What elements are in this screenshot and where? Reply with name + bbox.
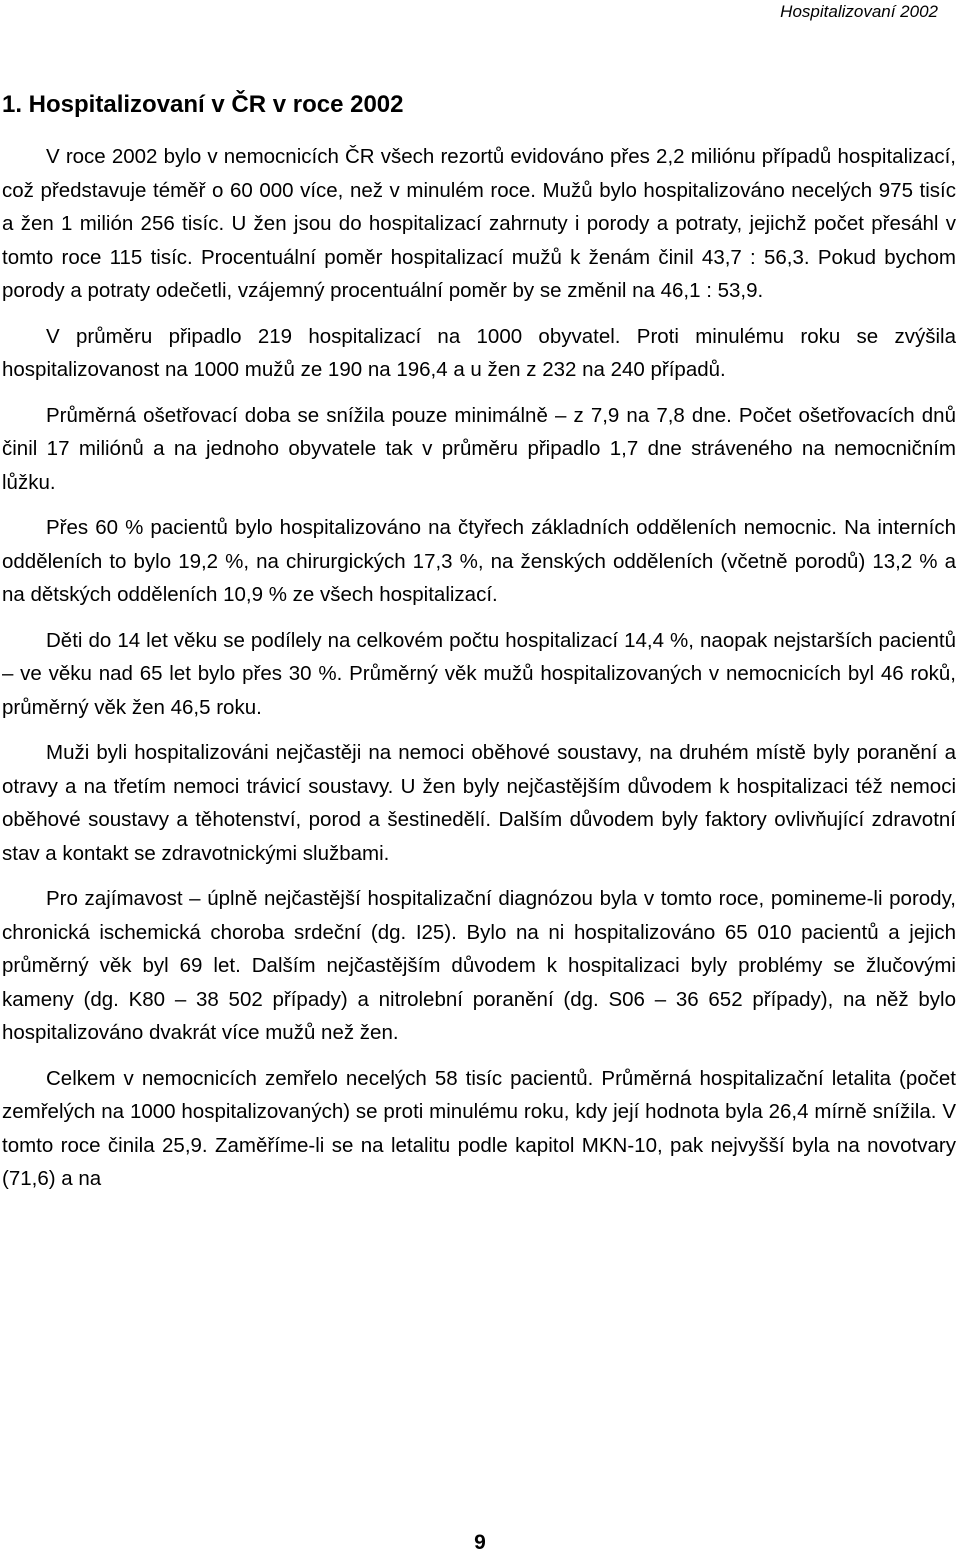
paragraph-treatment-duration: Průměrná ošetřovací doba se snížila pouze minimálně – z 7,9 na 7,8 dne. Počet ošetřovacích dnů činil 17 miliónů a na jednoho obyvatele tak v průměru připadlo 1,7 dne stráveného na nemocničním lůžku. [2, 403, 956, 494]
running-header: Hospitalizovaní 2002 [780, 2, 938, 21]
paragraph-hospitalization-rate: V průměru připadlo 219 hospitalizací na 1000 obyvatel. Proti minulému roku se zvýšila hospitalizovanost na 1000 mužů ze 190 na 196,4 a u žen z 232 na 240 případů. [2, 324, 956, 381]
paragraph-lethality: Celkem v nemocnicích zemřelo necelých 58 tisíc pacientů. Průměrná hospitalizační letalita (počet zemřelých na 1000 hospitalizovaných) se proti minulému roku, kdy její hodnota byla 26,4 mírně snížila. V tomto roce činila 25,9. Zaměříme-li se na letalitu podle kapitol MKN-10, pak nejvyšší byla na novotvary (71,6) a na [2, 1066, 956, 1190]
chapter-title: 1. Hospitalizovaní v ČR v roce 2002 [2, 91, 404, 118]
paragraph-diagnosis-causes: Muži byli hospitalizováni nejčastěji na nemoci oběhové soustavy, na druhém místě byly poranění a otravy a na třetím nemoci trávicí soustavy. U žen byly nejčastějším důvodem k hospitalizaci též nemoci oběhové soustavy a těhotenství, porod a šestinedělí. Dalším důvodem byly faktory ovlivňující zdravotní stav a kontakt se zdravotnickými službami. [2, 741, 956, 865]
paragraph-top-diagnoses: Pro zajímavost – úplně nejčastější hospitalizační diagnózou byla v tomto roce, pomineme-li porody, chronická ischemická choroba srdeční (dg. I25). Bylo na ni hospitalizováno 65 010 pacientů a jejich průměrný věk byl 69 let. Dalším nejčastějším důvodem k hospitalizaci byly problémy se žlučovými kameny (dg. K80 – 38 502 případy) a nitrolební poranění (dg. S06 – 36 652 případy), na něž bylo hospitalizováno dvakrát více mužů než žen. [2, 887, 956, 1044]
paragraph-age-structure: Děti do 14 let věku se podílely na celkovém počtu hospitalizací 14,4 %, naopak nejstarších pacientů – ve věku nad 65 let bylo přes 30 %. Průměrný věk mužů hospitalizovaných v nemocnicích byl 46 roků, průměrný věk žen 46,5 roku. [2, 628, 956, 719]
body-text [2, 140, 956, 1208]
page-number: 9 [474, 1531, 486, 1554]
paragraph-hospitalization-counts: V roce 2002 bylo v nemocnicích ČR všech rezortů evidováno přes 2,2 miliónu případů hospitalizací, což představuje téměř o 60 000 více, než v minulém roce. Mužů bylo hospitalizováno necelých 975 tisíc a žen 1 milión 256 tisíc. U žen jsou do hospitalizací zahrnuty i porody a potraty, jejichž počet přesáhl v tomto roce 115 tisíc. Procentuální poměr hospitalizací mužů k ženám činil 43,7 : 56,3. Pokud bychom porody a potraty odečetli, vzájemný procentuální poměr by se změnil na 46,1 : 53,9. [2, 145, 956, 302]
paragraph-departments: Přes 60 % pacientů bylo hospitalizováno na čtyřech základních odděleních nemocnic. Na interních odděleních to bylo 19,2 %, na chirurgických 17,3 %, na ženských odděleních (včetně porodů) 13,2 % a na dětských odděleních 10,9 % ze všech hospitalizací. [2, 516, 956, 606]
